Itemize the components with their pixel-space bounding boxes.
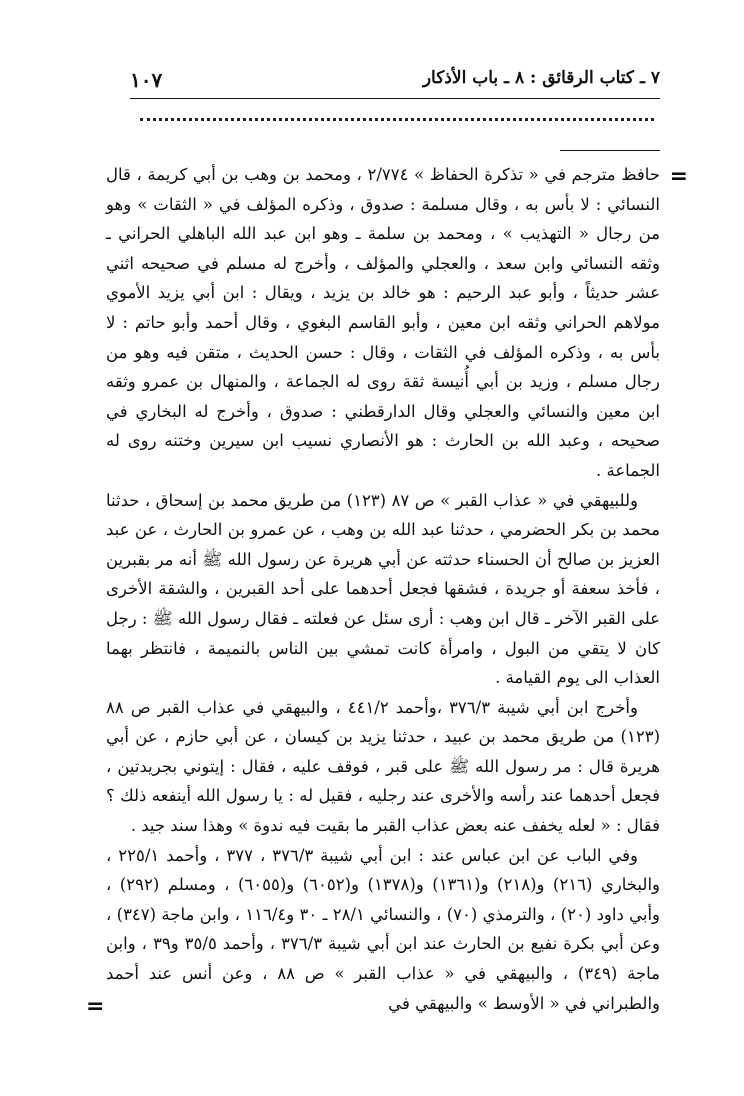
footnote-paragraph: وللبيهقي في « عذاب القبر » ص ٨٧ (١٢٣) من طريق محمد بن إسحاق ، حدثنا محمد بن بكر الحضرمي ، حدثنا عبد الله بن وهب ، عن عمرو بن الحارث ، عن عبد العزيز بن صالح أن الحسناء حدثته عن أبي هريرة عن رسول الله ﷺ أنه مر بقبرين ، فأخذ سعفة أو جريدة ، فشقها فجعل أحدهما على أحد القبرين ، والشقة الأخرى على القبر الآخر ـ قال ابن وهب : أرى سئل عن فعلته ـ فقال رسول الله ﷺ : رجل كان لا يتقي من البول ، وامرأة كانت تمشي بين الناس بالنميمة ، فانتظر بهما العذاب الى يوم القيامة . (106, 490, 660, 688)
footnote-text (106, 160, 660, 1018)
page-number: ١٠٧ (130, 68, 163, 92)
continuation-mark-top: = (669, 164, 688, 189)
running-head: ٧ ـ كتاب الرقائق : ٨ ـ باب الأذكار (422, 68, 660, 88)
continuation-mark-bottom: = (86, 994, 105, 1019)
header-rule (130, 98, 660, 99)
footnote-paragraph: وأخرج ابن أبي شيبة ٣٧٦/٣ ،وأحمد ٤٤١/٢ ، والبيهقي في عذاب القبر ص ٨٨ (١٢٣) من طريق محمد بن عبيد ، حدثنا يزيد بن كيسان ، عن أبي حازم ، عن أبي هريرة قال : مر رسول الله ﷺ على قبر ، فوقف عليه ، فقال : إيتوني بجريدتين ، فجعل أحدهما عند رأسه والأخرى عند رجليه ، فقيل له : يا رسول الله أينفعه ذلك ؟ فقال : « لعله يخفف عنه بعض عذاب القبر ما بقيت فيه ندوة » وهذا سند جيد . (106, 697, 660, 836)
footnote-paragraph: حافظ مترجم في « تذكرة الحفاظ » ٢/٧٧٤ ، ومحمد بن وهب بن أبي كريمة ، قال النسائي : لا بأس به ، وقال مسلمة : صدوق ، وذكره المؤلف في « الثقات » وهو من رجال « التهذيب » ، ومحمد بن سلمة ـ وهو ابن عبد الله الباهلي الحراني ـ وثقه النسائي وابن سعد ، والعجلي والمؤلف ، وأخرج له مسلم في صحيحه اثني عشر حديثاً ، وأبو عبد الرحيم : هو خالد بن يزيد ، ويقال : ابن أبي يزيد الأموي مولاهم الحراني وثقه ابن معين ، وأبو القاسم البغوي ، وقال أحمد وأبو حاتم : لا بأس به ، وذكره المؤلف في الثقات ، وقال : حسن الحديث ، متقن فيه وهو من رجال مسلم ، وزيد بن أبي أُنيسة ثقة روى له الجماعة ، والمنهال بن عمرو وثقه ابن معين والنسائي والعجلي وقال الدارقطني : صدوق ، وأخرج له البخاري في صحيحه ، وعبد الله بن الحارث : هو الأنصاري نسيب ابن سيرين وختنه روى له الجماعة . (106, 165, 660, 480)
dotted-separator (140, 118, 654, 131)
page-header (130, 68, 660, 94)
footnote-separator-rule (560, 150, 660, 151)
footnote-paragraph: وفي الباب عن ابن عباس عند : ابن أبي شيبة ٣٧٦/٣ ، ٣٧٧ ، وأحمد ٢٢٥/١ ، والبخاري (٢١٦) و(٢١٨) و(١٣٦١) و(١٣٧٨) و(٦٠٥٢) و(٦٠٥٥) ، ومسلم (٢٩٢) ، وأبي داود (٢٠) ، والترمذي (٧٠) ، والنسائي ٢٨/١ ـ ٣٠ و١١٦/٤ ، وابن ماجة (٣٤٧) ، وعن أبي بكرة نفيع بن الحارث عند ابن أبي شيبة ٣٧٦/٣ ، وأحمد ٣٥/٥ و٣٩ ، وابن ماجة (٣٤٩) ، والبيهقي في « عذاب القبر » ص ٨٨ ، وعن أنس عند أحمد والطبراني في « الأوسط » والبيهقي في (106, 845, 661, 1013)
